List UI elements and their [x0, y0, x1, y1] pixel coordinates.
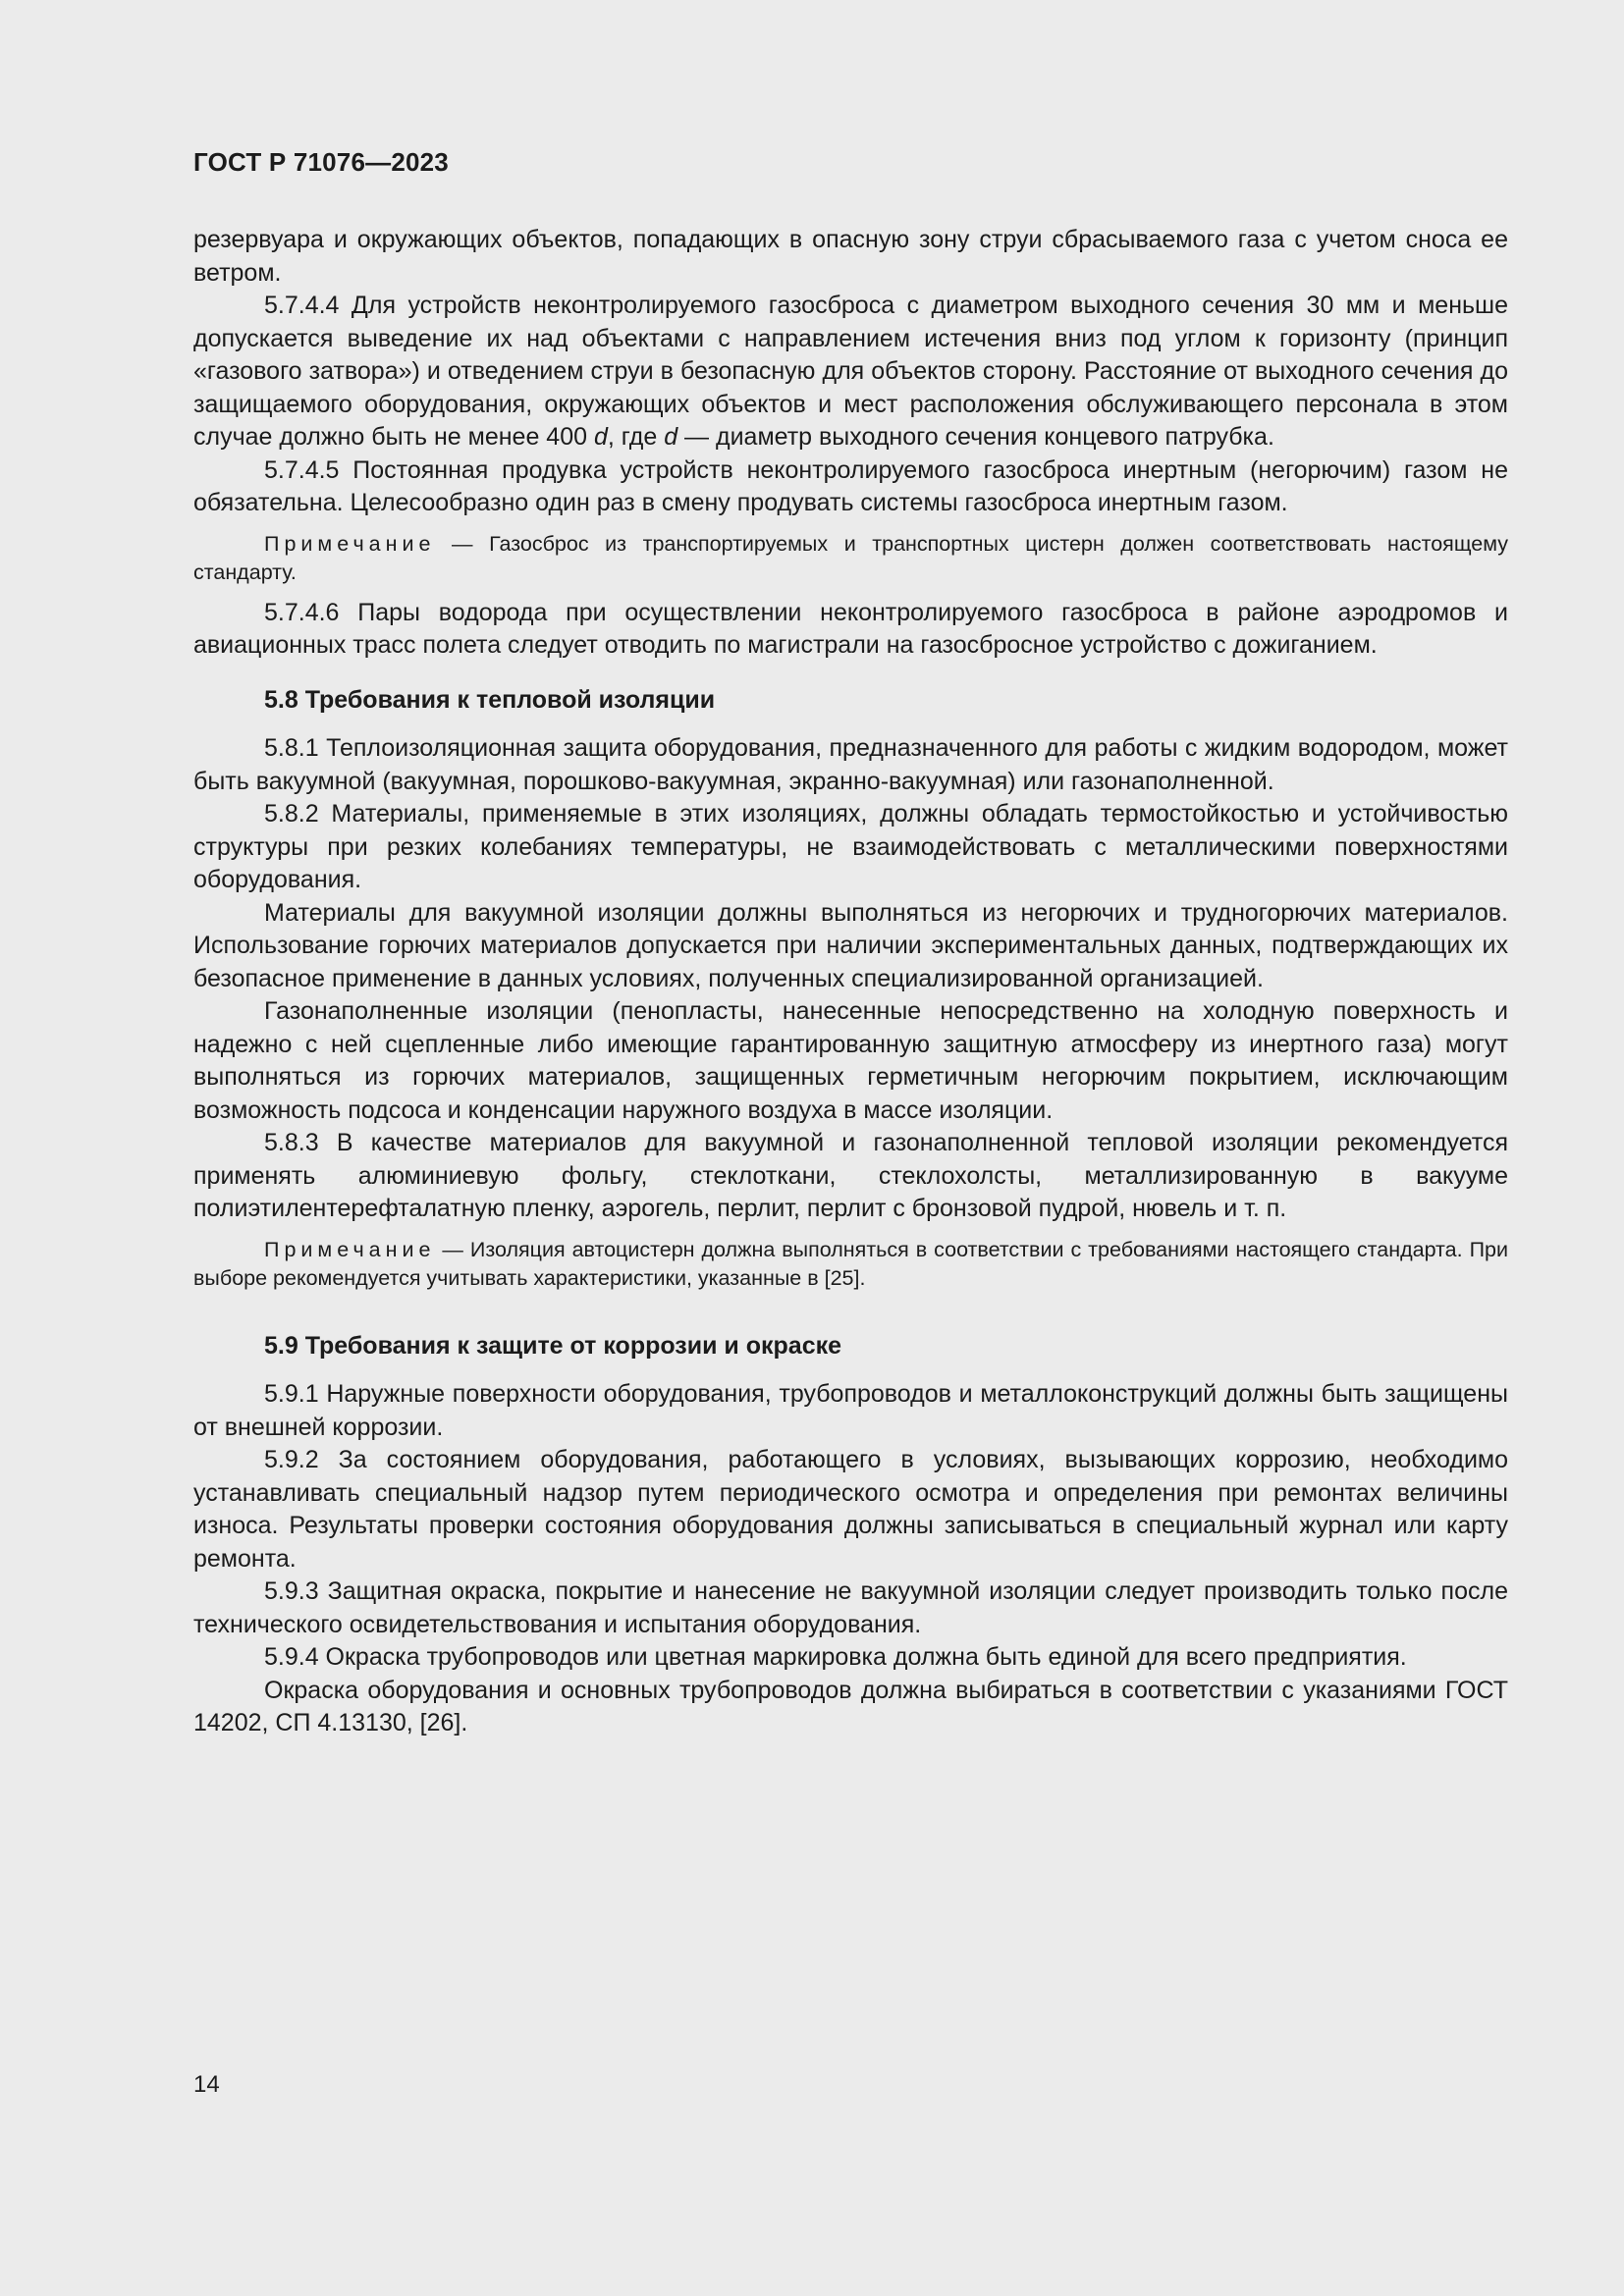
paragraph-5-7-4-4 — [193, 290, 1508, 454]
note-label: Примечание — [264, 1237, 436, 1261]
paragraph-5-8-3: 5.8.3 В качестве материалов для вакуумной и газонаполненной тепловой изоляции рекомендуется применять алюминиевую фольгу, стеклоткани, стеклохолсты, металлизированную в вакууме полиэтилентерефталатную пленку, аэрогель, перлит, перлит с бронзовой пудрой, нювель и т. п. — [193, 1129, 1508, 1222]
paragraph-5-8-2: 5.8.2 Материалы, применяемые в этих изоляциях, должны обладать термостойкостью и устойчивостью структуры при резких колебаниях температуры, не взаимодействовать с металлическими поверхностями оборудования. — [193, 800, 1508, 893]
note-gas-discharge — [193, 530, 1508, 587]
document-header: ГОСТ Р 71076—2023 — [193, 147, 449, 177]
paragraph-continuation: резервуара и окружающих объектов, попадающих в опасную зону струи сбрасываемого газа с учетом сноса ее ветром. — [193, 226, 1508, 287]
paragraph-5-7-4-5: 5.7.4.5 Постоянная продувка устройств неконтролируемого газосброса инертным (негорючим) газом не обязательна. Целесообразно один раз в смену продувать системы газосброса инертным газом. — [193, 455, 1508, 516]
section-heading-5-8: 5.8 Требования к тепловой изоляции — [264, 685, 716, 714]
paragraph-5-9-4-painting: Окраска оборудования и основных трубопроводов должна выбираться в соответствии с указаниями ГОСТ 14202, СП 4.13130, [26]. — [193, 1676, 1508, 1736]
note-text: — Изоляция автоцистерн должна выполняться в соответствии с требованиями настоящего стандарта. При выборе рекомендуется учитывать характеристики, указанные в [25]. — [193, 1237, 1508, 1290]
paragraph-text: — диаметр выходного сечения концевого патрубка. — [677, 423, 1274, 451]
paragraph-5-9-2: 5.9.2 За состоянием оборудования, работающего в условиях, вызывающих коррозию, необходимо устанавливать специальный надзор путем периодического осмотра и определения при ремонтах величины износа. Результаты проверки состояния оборудования должны записываться в специальный журнал или карту ремонта. — [193, 1446, 1508, 1573]
paragraph-text: , где — [607, 423, 665, 451]
paragraph-5-8-1: 5.8.1 Теплоизоляционная защита оборудования, предназначенного для работы с жидким водородом, может быть вакуумной (вакуумная, порошково-вакуумная, экранно-вакуумная) или газонаполненной. — [193, 734, 1508, 795]
page-number: 14 — [193, 2071, 220, 2098]
paragraph-5-9-1: 5.9.1 Наружные поверхности оборудования, трубопроводов и металлоконструкций должны быть защищены от внешней коррозии. — [193, 1380, 1508, 1441]
note-tank-insulation — [193, 1236, 1508, 1293]
paragraph-5-9-3: 5.9.3 Защитная окраска, покрытие и нанесение не вакуумной изоляции следует производить только после технического освидетельствования и испытания оборудования. — [193, 1577, 1508, 1638]
paragraph-5-8-2-vacuum: Материалы для вакуумной изоляции должны выполняться из негорючих и трудногорючих материалов. Использование горючих материалов допускается при наличии экспериментальных данных, подтверждающих их безопасное применение в данных условиях, полученных специализированной организацией. — [193, 898, 1508, 992]
variable-d: d — [664, 423, 678, 451]
paragraph-5-8-2-gas-filled: Газонаполненные изоляции (пенопласты, нанесенные непосредственно на холодную поверхность и надежно с ней сцепленные либо имеющие гарантированную защитную атмосферу из инертного газа) могут выполняться из горючих материалов, защищенных герметичным негорючим покрытием, исключающим возможность подсоса и конденсации наружного воздуха в массе изоляции. — [193, 997, 1508, 1124]
variable-d: d — [593, 423, 608, 451]
paragraph-5-9-4: 5.9.4 Окраска трубопроводов или цветная маркировка должна быть единой для всего предприятия. — [264, 1643, 1407, 1671]
note-text: — Газосброс из транспортируемых и транспортных цистерн должен соответствовать настоящему стандарту. — [193, 531, 1508, 584]
note-label: Примечание — [264, 531, 436, 556]
document-body — [193, 224, 1508, 1740]
paragraph-text: 5.7.4.4 Для устройств неконтролируемого газосброса с диаметром выходного сечения 30 мм и меньше допускается выведение их над объектами с направлением истечения вниз под углом к горизонту (принцип «газового затвора») и отведением струи в безопасную для объектов сторону. Расстояние от выходного сечения до защищаемого оборудования, окружающих объектов и мест расположения обслуживающего персонала в этом случае должно быть не менее 400 — [193, 292, 1508, 451]
paragraph-5-7-4-6: 5.7.4.6 Пары водорода при осуществлении неконтролируемого газосброса в районе аэродромов и авиационных трасс полета следует отводить по магистрали на газосбросное устройство с дожиганием. — [193, 598, 1508, 659]
section-heading-5-9: 5.9 Требования к защите от коррозии и окраске — [264, 1331, 842, 1360]
